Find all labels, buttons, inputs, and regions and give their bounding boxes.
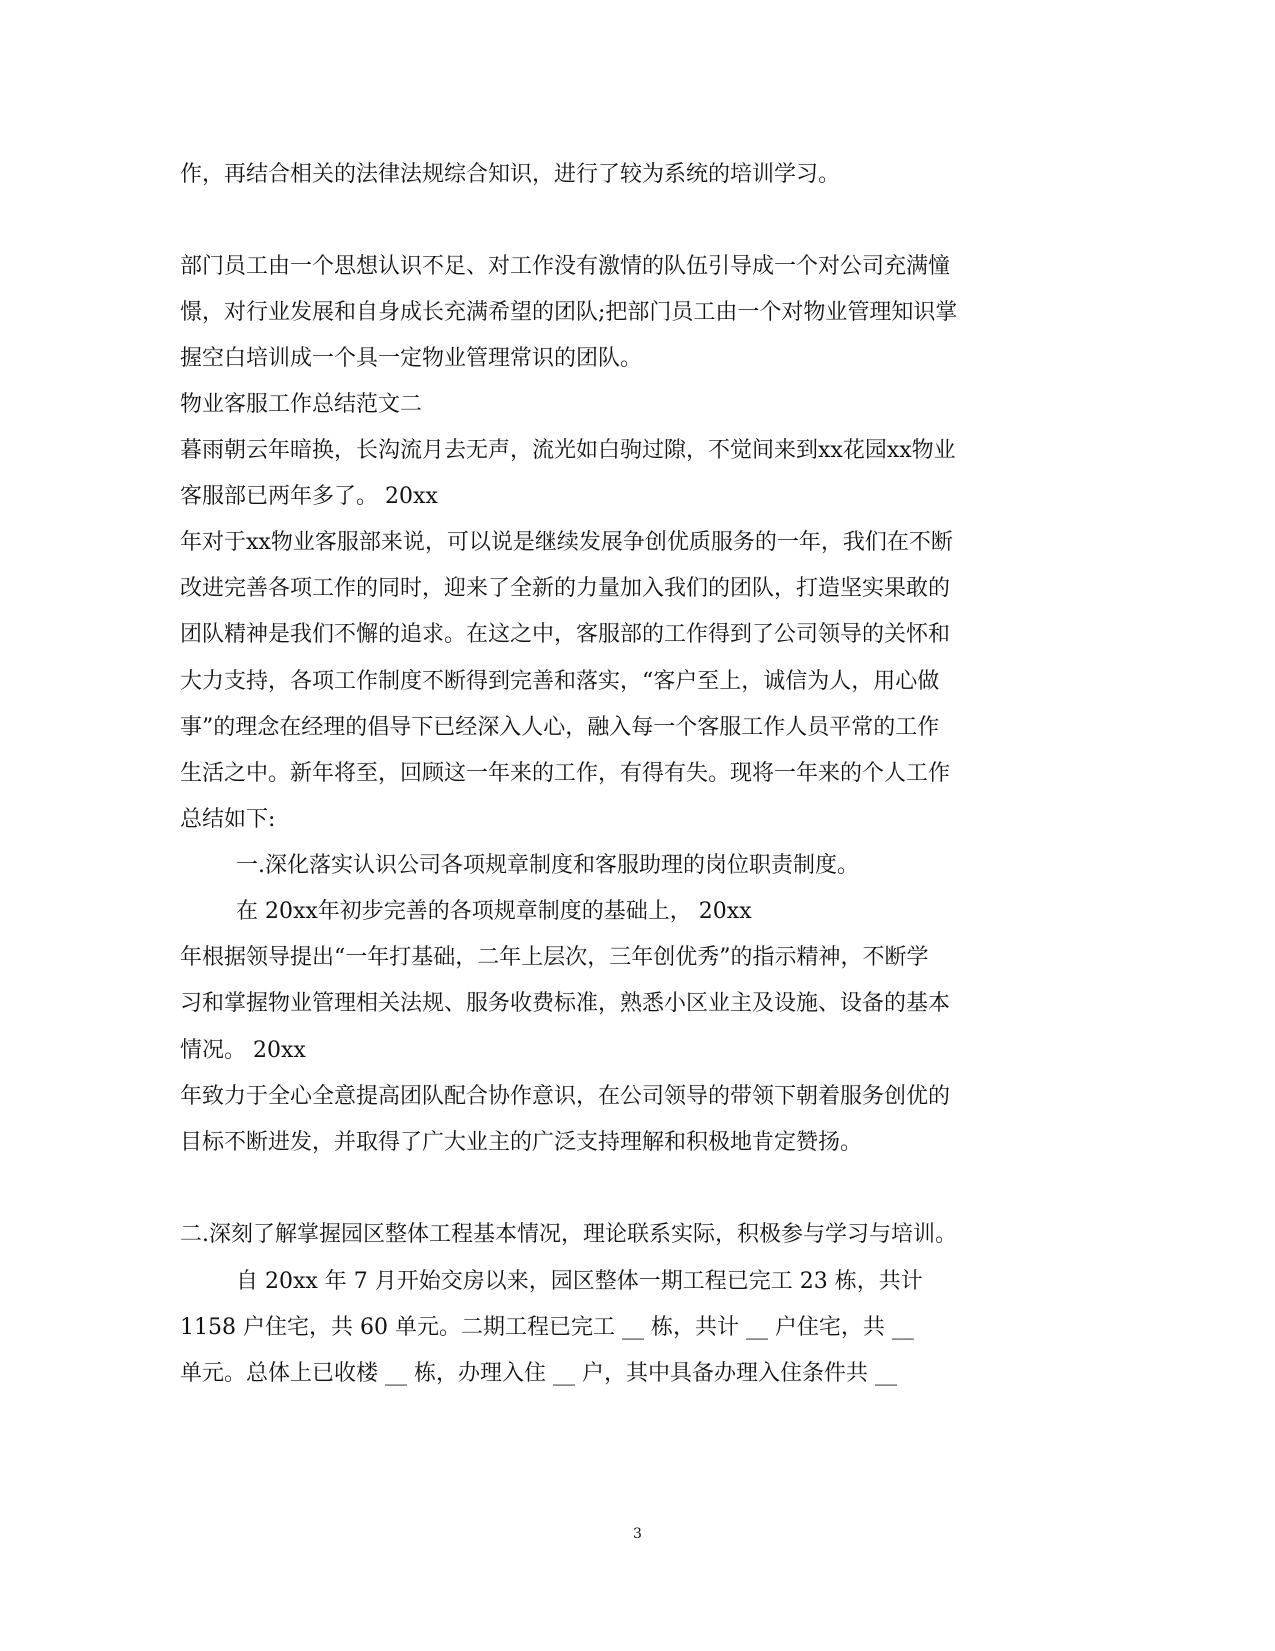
section-heading: 物业客服工作总结范文二 [180,392,423,417]
text-line: 部门员工由一个思想认识不足、对工作没有激情的队伍引导成一个对公司充满憧 [180,254,951,279]
text-line: 年致力于全心全意提高团队配合协作意识，在公司领导的带领下朝着服务创优的 [180,1084,951,1109]
text-line: 大力支持，各项工作制度不断得到完善和落实，“客户至上，诚信为人，用心做 [180,669,940,694]
text-line: 年对于xx物业客服部来说，可以说是继续发展争创优质服务的一年，我们在不断 [180,530,953,555]
text-line: 客服部已两年多了。 20xx [180,484,438,509]
text-line: 1158 户住宅，共 60 单元。二期工程已完工 __ 栋，共计 __ 户住宅，共 __ [180,1315,914,1340]
text-line: 事”的理念在经理的倡导下已经深入人心，融入每一个客服工作人员平常的工作 [180,715,940,740]
text-line: 年根据领导提出“一年打基础，二年上层次，三年创优秀”的指示精神，不断学 [180,945,929,970]
text-line: 目标不断进发，并取得了广大业主的广泛支持理解和积极地肯定赞扬。 [180,1130,863,1155]
text-line: 改进完善各项工作的同时，迎来了全新的力量加入我们的团队，打造坚实果敢的 [180,576,951,601]
text-line: 作，再结合相关的法律法规综合知识，进行了较为系统的培训学习。 [180,162,841,187]
text-line: 握空白培训成一个具一定物业管理常识的团队。 [180,346,643,371]
text-line: 情况。 20xx [180,1038,306,1063]
page-number: 3 [633,1526,642,1542]
numbered-heading: 一.深化落实认识公司各项规章制度和客服助理的岗位职责制度。 [236,853,859,878]
numbered-heading: 二.深刻了解掌握园区整体工程基本情况，理论联系实际，积极参与学习与培训。 [180,1222,957,1247]
text-line: 在 20xx年初步完善的各项规章制度的基础上， 20xx [236,899,752,924]
text-line: 自 20xx 年 7 月开始交房以来，园区整体一期工程已完工 23 栋，共计 [236,1269,923,1294]
text-line: 团队精神是我们不懈的追求。在这之中，客服部的工作得到了公司领导的关怀和 [180,622,951,647]
text-line: 憬，对行业发展和自身成长充满希望的团队;把部门员工由一个对物业管理知识掌 [180,300,958,325]
text-line: 习和掌握物业管理相关法规、服务收费标准，熟悉小区业主及设施、设备的基本 [180,991,951,1016]
text-line: 单元。总体上已收楼 __ 栋，办理入住 __ 户，其中具备办理入住条件共 __ [180,1361,897,1386]
text-line: 总结如下: [180,807,276,832]
text-line: 生活之中。新年将至，回顾这一年来的工作，有得有失。现将一年来的个人工作 [180,761,951,786]
text-line: 暮雨朝云年暗换，长沟流月去无声，流光如白驹过隙，不觉间来到xx花园xx物业 [180,438,956,463]
